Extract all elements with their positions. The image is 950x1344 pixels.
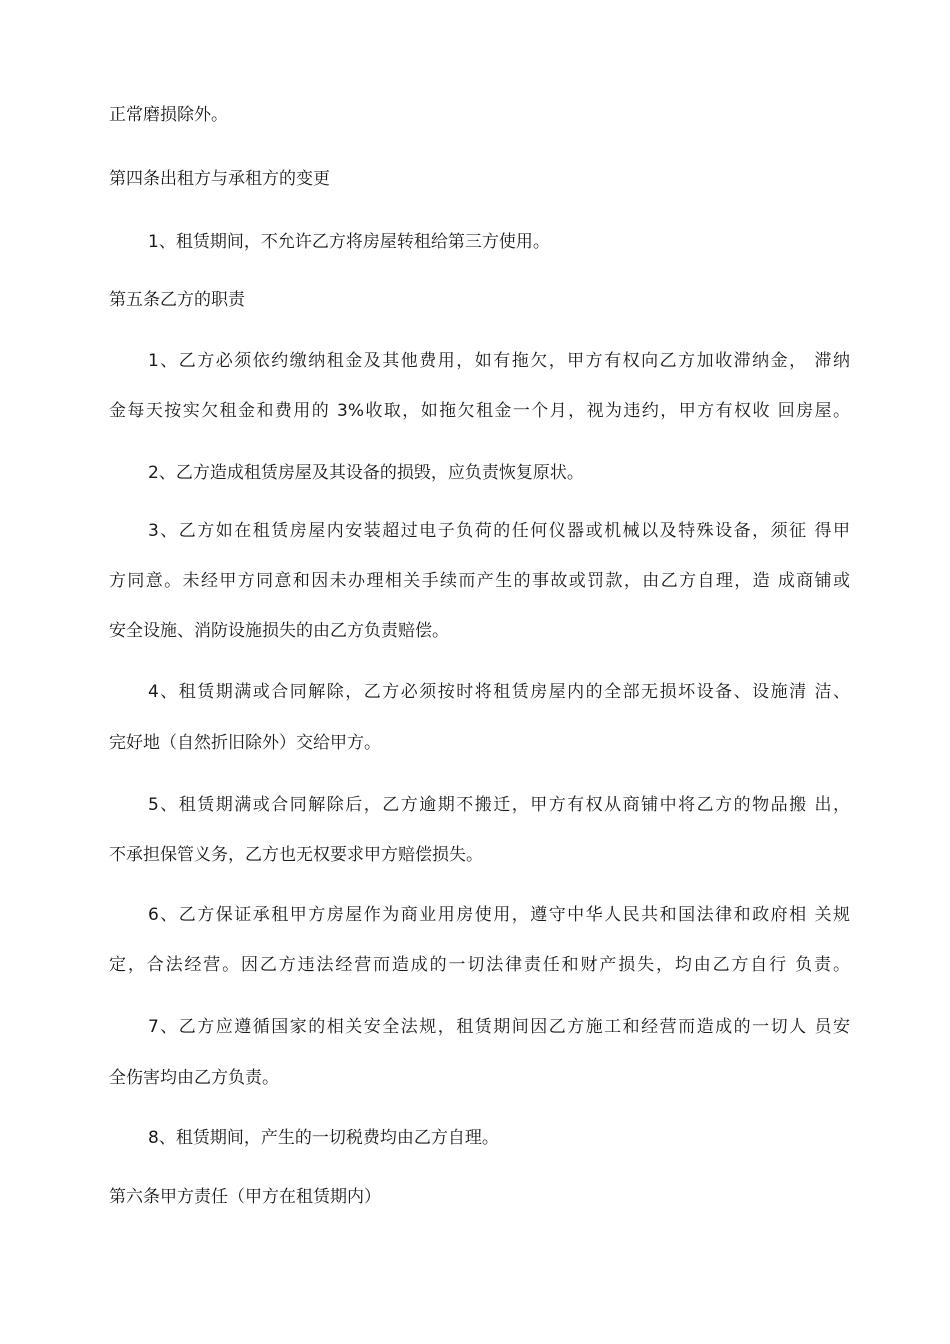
section-heading: 第五条乙方的职责 (109, 290, 245, 310)
clause-line: 安全设施、消防设施损失的由乙方负责赔偿。 (109, 621, 449, 641)
clause-line: 1、乙方必须依约缴纳租金及其他费用，如有拖欠，甲方有权向乙方加收滞纳金， 滞纳 (148, 351, 850, 371)
clause-line: 不承担保管义务，乙方也无权要求甲方赔偿损失。 (109, 845, 483, 865)
clause-line: 5、租赁期满或合同解除后，乙方逾期不搬迁，甲方有权从商铺中将乙方的物品搬 出， (148, 795, 850, 815)
clause-line: 方同意。未经甲方同意和因未办理相关手续而产生的事故或罚款，由乙方自理，造 成商铺或 (109, 571, 850, 591)
text-line: 正常磨损除外。 (109, 105, 228, 125)
clause-line: 8、租赁期间，产生的一切税费均由乙方自理。 (148, 1128, 499, 1148)
section-heading: 第六条甲方责任（甲方在租赁期内） (109, 1187, 381, 1207)
clause-line: 7、乙方应遵循国家的相关安全法规，租赁期间因乙方施工和经营而造成的一切人 员安 (148, 1017, 850, 1037)
clause-line: 3、乙方如在租赁房屋内安装超过电子负荷的任何仪器或机械以及特殊设备，须征 得甲 (148, 521, 850, 541)
section-heading: 第四条出租方与承租方的变更 (109, 169, 330, 189)
clause-line: 金每天按实欠租金和费用的 3%收取，如拖欠租金一个月，视为违约，甲方有权收 回房屋。 (109, 401, 850, 421)
clause-line: 定，合法经营。因乙方违法经营而造成的一切法律责任和财产损失，均由乙方自行 负责。 (109, 955, 850, 975)
clause-line: 6、乙方保证承租甲方房屋作为商业用房使用，遵守中华人民共和国法律和政府相 关规 (148, 905, 850, 925)
clause-line: 全伤害均由乙方负责。 (109, 1068, 279, 1088)
clause-line: 1、租赁期间，不允许乙方将房屋转租给第三方使用。 (148, 232, 550, 252)
clause-line: 2、乙方造成租赁房屋及其设备的损毁，应负责恢复原状。 (148, 463, 584, 483)
clause-line: 完好地（自然折旧除外）交给甲方。 (109, 733, 381, 753)
clause-line: 4、租赁期满或合同解除，乙方必须按时将租赁房屋内的全部无损坏设备、设施清 洁、 (148, 682, 850, 702)
